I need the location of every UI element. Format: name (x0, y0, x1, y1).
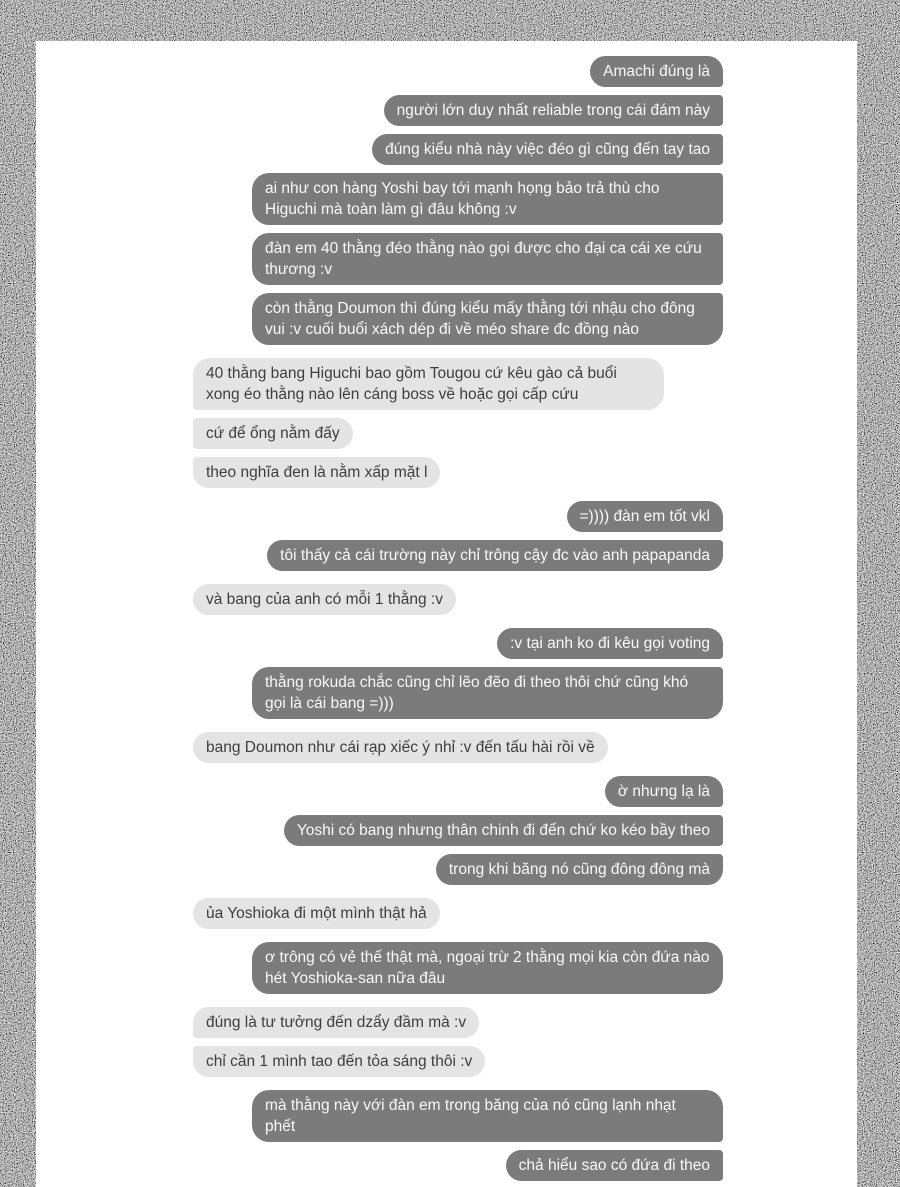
message-row (193, 233, 723, 285)
chat-bubble: trong khi băng nó cũng đông đông mà (436, 854, 723, 885)
chat-bubble: bang Doumon như cái rạp xiếc ý nhỉ :v đến tấu hài rồi về (193, 732, 608, 763)
chat-screenshot-panel (36, 41, 857, 1187)
message-row (193, 732, 723, 763)
message-row (193, 1046, 723, 1077)
chat-message-list (193, 56, 723, 1187)
chat-bubble: ơ trông có vẻ thế thật mà, ngoại trừ 2 thằng mọi kia còn đứa nào hét Yoshioka-san nữa đâu (252, 942, 723, 994)
chat-bubble: mà thằng này với đàn em trong băng của nó cũng lạnh nhạt phết (252, 1090, 723, 1142)
chat-bubble: đàn em 40 thằng đéo thằng nào gọi được cho đại ca cái xe cứu thương :v (252, 233, 723, 285)
chat-bubble: đúng kiểu nhà này việc đéo gì cũng đến tay tao (372, 134, 723, 165)
chat-bubble: ờ nhưng lạ là (605, 776, 723, 807)
chat-bubble: ai như con hàng Yoshi bay tới mạnh họng bảo trả thù cho Higuchi mà toàn làm gì đâu không :v (252, 173, 723, 225)
message-row (193, 1150, 723, 1181)
message-row (193, 501, 723, 532)
message-row (193, 854, 723, 885)
chat-bubble: đúng là tư tưởng đến dzẩy đầm mà :v (193, 1007, 479, 1038)
chat-bubble: chả hiểu sao có đứa đi theo (506, 1150, 723, 1181)
chat-bubble: và bang của anh có mỗi 1 thằng :v (193, 584, 456, 615)
message-row (193, 358, 723, 410)
message-row (193, 584, 723, 615)
message-row (193, 457, 723, 488)
chat-bubble: :v tại anh ko đi kêu gọi voting (497, 628, 723, 659)
chat-bubble: Yoshi có bang nhưng thân chinh đi đến chứ ko kéo bầy theo (284, 815, 723, 846)
message-row (193, 134, 723, 165)
chat-bubble: Amachi đúng là (590, 56, 723, 87)
message-row (193, 293, 723, 345)
message-row (193, 1090, 723, 1142)
message-row (193, 898, 723, 929)
chat-bubble: theo nghĩa đen là nằm xấp mặt l (193, 457, 440, 488)
message-row (193, 942, 723, 994)
message-row (193, 815, 723, 846)
message-row (193, 95, 723, 126)
chat-bubble: chỉ cần 1 mình tao đến tỏa sáng thôi :v (193, 1046, 485, 1077)
chat-bubble: thằng rokuda chắc cũng chỉ lẽo đẽo đi theo thôi chứ cũng khó gọi là cái bang =))) (252, 667, 723, 719)
message-row (193, 173, 723, 225)
message-row (193, 418, 723, 449)
chat-bubble: =)))) đàn em tốt vkl (567, 501, 724, 532)
message-row (193, 1007, 723, 1038)
chat-bubble: 40 thằng bang Higuchi bao gồm Tougou cứ kêu gào cả buổi xong éo thằng nào lên cáng boss về hoặc gọi cấp cứu (193, 358, 664, 410)
message-row (193, 628, 723, 659)
message-row (193, 776, 723, 807)
message-row (193, 667, 723, 719)
message-row (193, 540, 723, 571)
chat-bubble: còn thằng Doumon thì đúng kiểu mấy thằng tới nhậu cho đông vui :v cuối buổi xách dép đi về méo share đc đồng nào (252, 293, 723, 345)
chat-bubble: ủa Yoshioka đi một mình thật hả (193, 898, 440, 929)
message-row (193, 56, 723, 87)
chat-bubble: người lớn duy nhất reliable trong cái đám này (384, 95, 723, 126)
chat-bubble: cứ để ổng nằm đấy (193, 418, 353, 449)
chat-bubble: tôi thấy cả cái trường này chỉ trông cậy đc vào anh papapanda (267, 540, 723, 571)
